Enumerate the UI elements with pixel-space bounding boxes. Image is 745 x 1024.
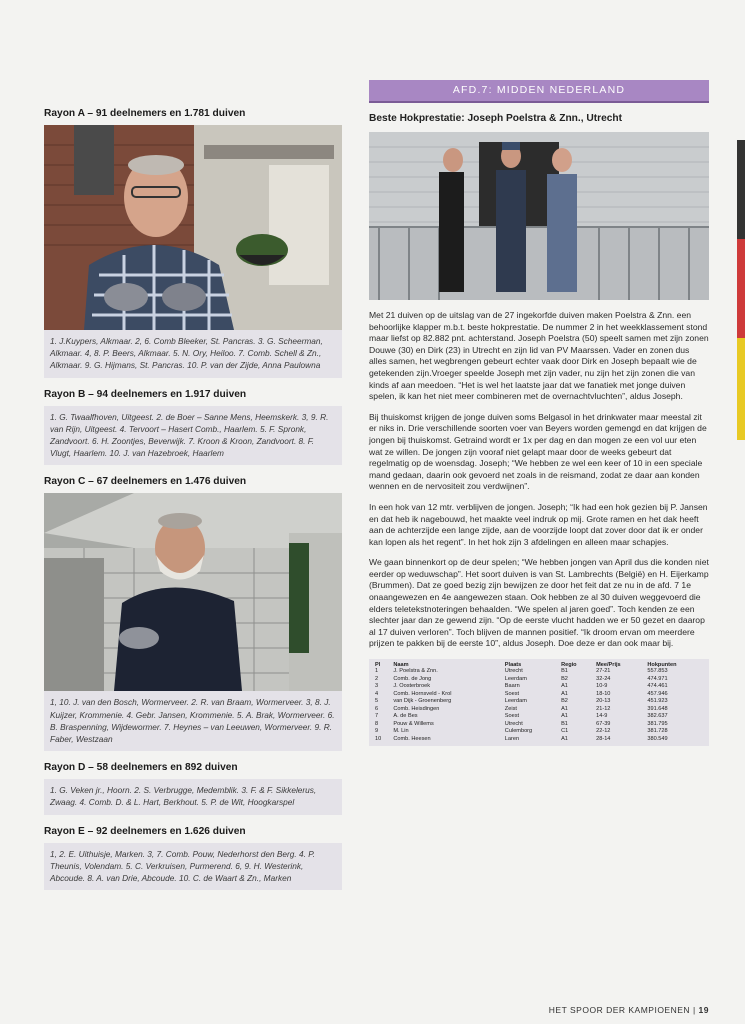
- table-row: [373, 706, 705, 714]
- table-cell: 22-12: [596, 728, 611, 735]
- table-cell: Culemborg: [504, 728, 533, 735]
- left-column: [44, 108, 342, 901]
- table-cell: 8: [375, 720, 379, 727]
- table-cell: J. Oosterbroek: [393, 683, 431, 690]
- rayon-b-caption-box: [44, 406, 342, 466]
- table-cell: Soest: [504, 690, 520, 697]
- table-cell: Utrecht: [504, 720, 523, 727]
- table-cell: Laren: [504, 735, 520, 742]
- table-cell: 381.795: [647, 720, 668, 727]
- table-cell: A1: [561, 735, 568, 742]
- table-cell: Utrecht: [504, 668, 523, 675]
- table-cell: Comb. Heisdingen: [393, 705, 440, 712]
- table-cell: B1: [561, 668, 568, 675]
- table-row: [373, 713, 705, 721]
- footer-separator: |: [692, 1005, 696, 1015]
- table-cell: A1: [561, 683, 568, 690]
- table-header: Regio: [561, 662, 577, 669]
- table-cell: B2: [561, 675, 568, 682]
- table-cell: 474.461: [647, 683, 668, 690]
- table-cell: Soest: [504, 713, 520, 720]
- table-row: [373, 728, 705, 736]
- flag-edge-tab: [737, 140, 745, 440]
- rayon-a-block: [44, 108, 342, 378]
- table-cell: 380.549: [647, 735, 668, 742]
- results-table: [373, 662, 705, 743]
- article-photo: [369, 132, 709, 300]
- table-cell: Leerdam: [504, 675, 527, 682]
- table-cell: 67-39: [596, 720, 611, 727]
- rayon-b-title: Rayon B – 94 deelnemers en 1.917 duiven: [44, 388, 247, 400]
- article-paragraph-1: Met 21 duiven op de uitslag van de 27 ingekorfde duiven maken Poelstra & Znn. een behoorlijke klapper m.b.t. beste hokprestatie. De nummer 2 in het weekklassement stond maar liefst op 82.882 pnt. achterstand. Joseph Poelstra (50) speelt samen met zijn zonen Douwe (30) en Dirk (23) in Utrecht en zijn lid van PV Maarssen. Vader en zonen dus alles samen, het wegbrengen gebeurt echter vaak door Dirk en Joseph bepaalt wie de getekenden zijn.Vroeger speelde Joseph met zijn vader, nu zijn het zijn zonen die van kinds af aan meedoen. “Het is wel het laatste jaar dat we fanatiek met jonge duiven spelen, ik kan het niet meer combineren met de overnachtvluchten”, aldus Joseph.: [369, 310, 709, 402]
- table-row: [373, 676, 705, 684]
- table-cell: 451.923: [647, 698, 668, 705]
- table-cell: 6: [375, 705, 379, 712]
- rayon-c-caption: 1, 10. J. van den Bosch, Wormerveer. 2. R. van Braam, Wormerveer. 3, 8. J. Kuijzer, Krommenie. 4. Gebr. Jansen, Krommenie. 5. A. Brak, Wormerveer. 6. B. Braspenning, Wijdewormer. 7. Heynes – van Leeuwen, Wormerveer. 9. R. Faber, Westzaan: [50, 697, 335, 745]
- rayon-c-block: [44, 476, 342, 751]
- table-row: [373, 698, 705, 706]
- table-cell: Baarn: [504, 683, 520, 690]
- rayon-a-title: Rayon A – 91 deelnemers en 1.781 duiven: [44, 108, 246, 119]
- table-cell: 457.946: [647, 690, 668, 697]
- table-cell: 18-10: [596, 690, 611, 697]
- rayon-e-caption: 1, 2. E. Uithuisje, Marken. 3, 7. Comb. Pouw, Nederhorst den Berg. 4. P. Theunis, Volendam. 5. C. Verkruisen, Purmerend. 6, 9. H. Westerink, Abcoude. 8. A. van Drie, Abcoude. 10. C. de Waart & Zn., Marken: [50, 848, 316, 884]
- table-cell: Comb. Heesen: [393, 735, 431, 742]
- table-cell: 5: [375, 698, 379, 705]
- table-cell: 382.637: [647, 713, 668, 720]
- table-cell: 2: [375, 675, 379, 682]
- table-cell: 557.853: [647, 668, 668, 675]
- rayon-d-caption: 1. G. Veken jr., Hoorn. 2. S. Verbrugge, Medemblik. 3. F. & F. Sikkelerus, Zwaag. 4. Comb. D. & L. Hart, Berkhout. 5. P. de Wit, Hoogkarspel: [50, 785, 317, 808]
- region-banner: AFD.7: MIDDEN NEDERLAND: [369, 80, 709, 103]
- table-cell: 3: [375, 683, 379, 690]
- table-header: Naam: [393, 662, 409, 669]
- table-row: [373, 668, 705, 676]
- table-cell: A1: [561, 690, 568, 697]
- table-cell: 9: [375, 728, 379, 735]
- rayon-b-block: [44, 389, 342, 466]
- table-cell: 20-13: [596, 698, 611, 705]
- table-header: Mee/Prijs: [596, 662, 621, 669]
- article-paragraph-4: We gaan binnenkort op de deur spelen; “We hebben jongen van April dus die konden niet eerder op weduwschap”. Het soort duiven is van St. Lambrechts (België) en H. Eijerkamp (Brummen). Dat ze goed bezig zijn bewijzen ze door het feit dat ze nu in de afd. 7 1e onaangewezen en 4e aangewezen staan. Ook hebben ze al 30 duiven weggevoerd die elders teletekstnoteringen behaalden. “We spelen al jaren goed”. Toch kenden ze een slechter jaar dan ze gewend zijn. “Op de eerste vlucht hadden we er 50 gezet en daarop al 17 duiven verloren”. Toch blijven de mannen positief. “Ik droom ervan om meerdere prijzen te pakken bij de eerste 10”, aldus Joseph. Doe deze er dan ook maar bij.: [369, 557, 709, 649]
- results-table-box: [369, 659, 709, 746]
- table-cell: 4: [375, 690, 379, 697]
- table-row: [373, 683, 705, 691]
- rayon-d-block: [44, 762, 342, 814]
- table-cell: 10: [375, 735, 382, 742]
- table-cell: 1: [375, 668, 379, 675]
- rayon-d-caption-box: [44, 779, 342, 814]
- rayon-e-block: [44, 826, 342, 891]
- rayon-b-caption: 1. G. Twaalfhoven, Uitgeest. 2. de Boer – Sanne Mens, Heemskerk. 3, 9. R. van Rijn, Uitgeest. 4. Tervoort – Hasert Comb., Haarlem. 5. F. Spronk, Zandvoort. 6. H. Zoontjes, Beverwijk. 7. Kroon & Kroon, Zandvoort. 8. F. Vlugt, Haarlem. 10. J. van Hazebroek, Haarlem: [50, 411, 329, 459]
- table-cell: A1: [561, 713, 568, 720]
- table-cell: 14-9: [596, 713, 608, 720]
- page-number: 19: [698, 1005, 709, 1015]
- table-header: Pl: [375, 662, 381, 669]
- rayon-e-caption-box: [44, 843, 342, 891]
- table-cell: 391.648: [647, 705, 668, 712]
- table-cell: A1: [561, 705, 568, 712]
- table-header: Hokpunten: [647, 662, 677, 669]
- table-cell: 28-14: [596, 735, 611, 742]
- table-cell: Zeist: [504, 705, 517, 712]
- rayon-c-caption-box: [44, 691, 342, 751]
- magazine-name: HET SPOOR DER KAMPIOENEN: [548, 1005, 691, 1015]
- article-heading: Beste Hokprestatie: Joseph Poelstra & Znn., Utrecht: [369, 113, 623, 124]
- table-cell: Leerdam: [504, 698, 527, 705]
- table-cell: J. Poelstra & Znn.: [393, 668, 438, 675]
- table-cell: Pouw & Willems: [393, 720, 434, 727]
- rayon-c-title: Rayon C – 67 deelnemers en 1.476 duiven: [44, 476, 247, 488]
- results-table-body: [373, 668, 705, 743]
- article-paragraph-3: In een hok van 12 mtr. verblijven de jongen. Joseph; “Ik had een hok gezien bij P. Jansen en dat heb ik nagebouwd, het maakte veel indruk op mij. Grote ramen en het dak heeft aan de achterzijde een lange zijde, aan de voorzijde loopt dat zover door dat ik er onder kan lopen als het regent”. In het hok zijn 3 afdelingen en alleen maar schapjes.: [369, 501, 708, 547]
- table-cell: 474.971: [647, 675, 668, 682]
- table-cell: Comb. Hornsveld - Krol: [393, 690, 452, 697]
- table-cell: 381.728: [647, 728, 668, 735]
- rayon-e-title: Rayon E – 92 deelnemers en 1.626 duiven: [44, 825, 246, 837]
- table-cell: 27-21: [596, 668, 611, 675]
- table-cell: C1: [561, 728, 569, 735]
- table-row: [373, 721, 705, 729]
- table-header: Plaats: [504, 662, 522, 669]
- rayon-a-photo: [44, 125, 342, 330]
- table-cell: 10-9: [596, 683, 608, 690]
- table-cell: van Dijk - Groenenberg: [393, 698, 452, 705]
- rayon-c-photo: [44, 493, 342, 691]
- table-cell: B2: [561, 698, 568, 705]
- page-footer: [549, 1005, 709, 1015]
- rayon-d-title: Rayon D – 58 deelnemers en 892 duiven: [44, 762, 238, 774]
- table-cell: A. de Bes: [393, 713, 418, 720]
- right-column: [369, 80, 709, 746]
- rayon-a-caption: 1. J.Kuypers, Alkmaar. 2, 6. Comb Bleeker, St. Pancras. 3. G. Scheerman, Alkmaar. 4, 8. P. Beers, Alkmaar. 5. N. Ory, Heiloo. 7. Comb. Schell & Zn., Alkmaar. 9. G. Hijmans, St. Pancras. 10. P. van der Zijde, Anna Paulowna: [50, 336, 323, 371]
- rayon-a-caption-box: [44, 330, 342, 378]
- table-row: [373, 691, 705, 699]
- table-cell: 21-12: [596, 705, 611, 712]
- article-paragraph-2: Bij thuiskomst krijgen de jonge duiven soms Belgasol in het drinkwater maar meestal zit er niks in. Drie verschillende soorten voer van Beyers worden gemengd en dat krijgen de jongen bij thuiskomst. Getraind wordt er 1x per dag en dan mogen ze een vol uur eten wat ze willen. De jongen zijn vooraf niet gelapt maar door de weeks gebeurt dat regelmatig op de woensdag. Joseph; “We hebben ze wel een keer of 10 in een speciale mand gedaan, daarin ook gevoerd net zoals in de reismand, zodat ze daar aan konden wennen en de nervositeit zou verdwijnen”.: [369, 411, 707, 492]
- table-cell: B1: [561, 720, 568, 727]
- table-cell: Comb. de Jong: [393, 675, 432, 682]
- table-cell: M. Lin: [393, 728, 409, 735]
- table-cell: 32-24: [596, 675, 611, 682]
- table-row: [373, 736, 705, 744]
- table-cell: 7: [375, 713, 379, 720]
